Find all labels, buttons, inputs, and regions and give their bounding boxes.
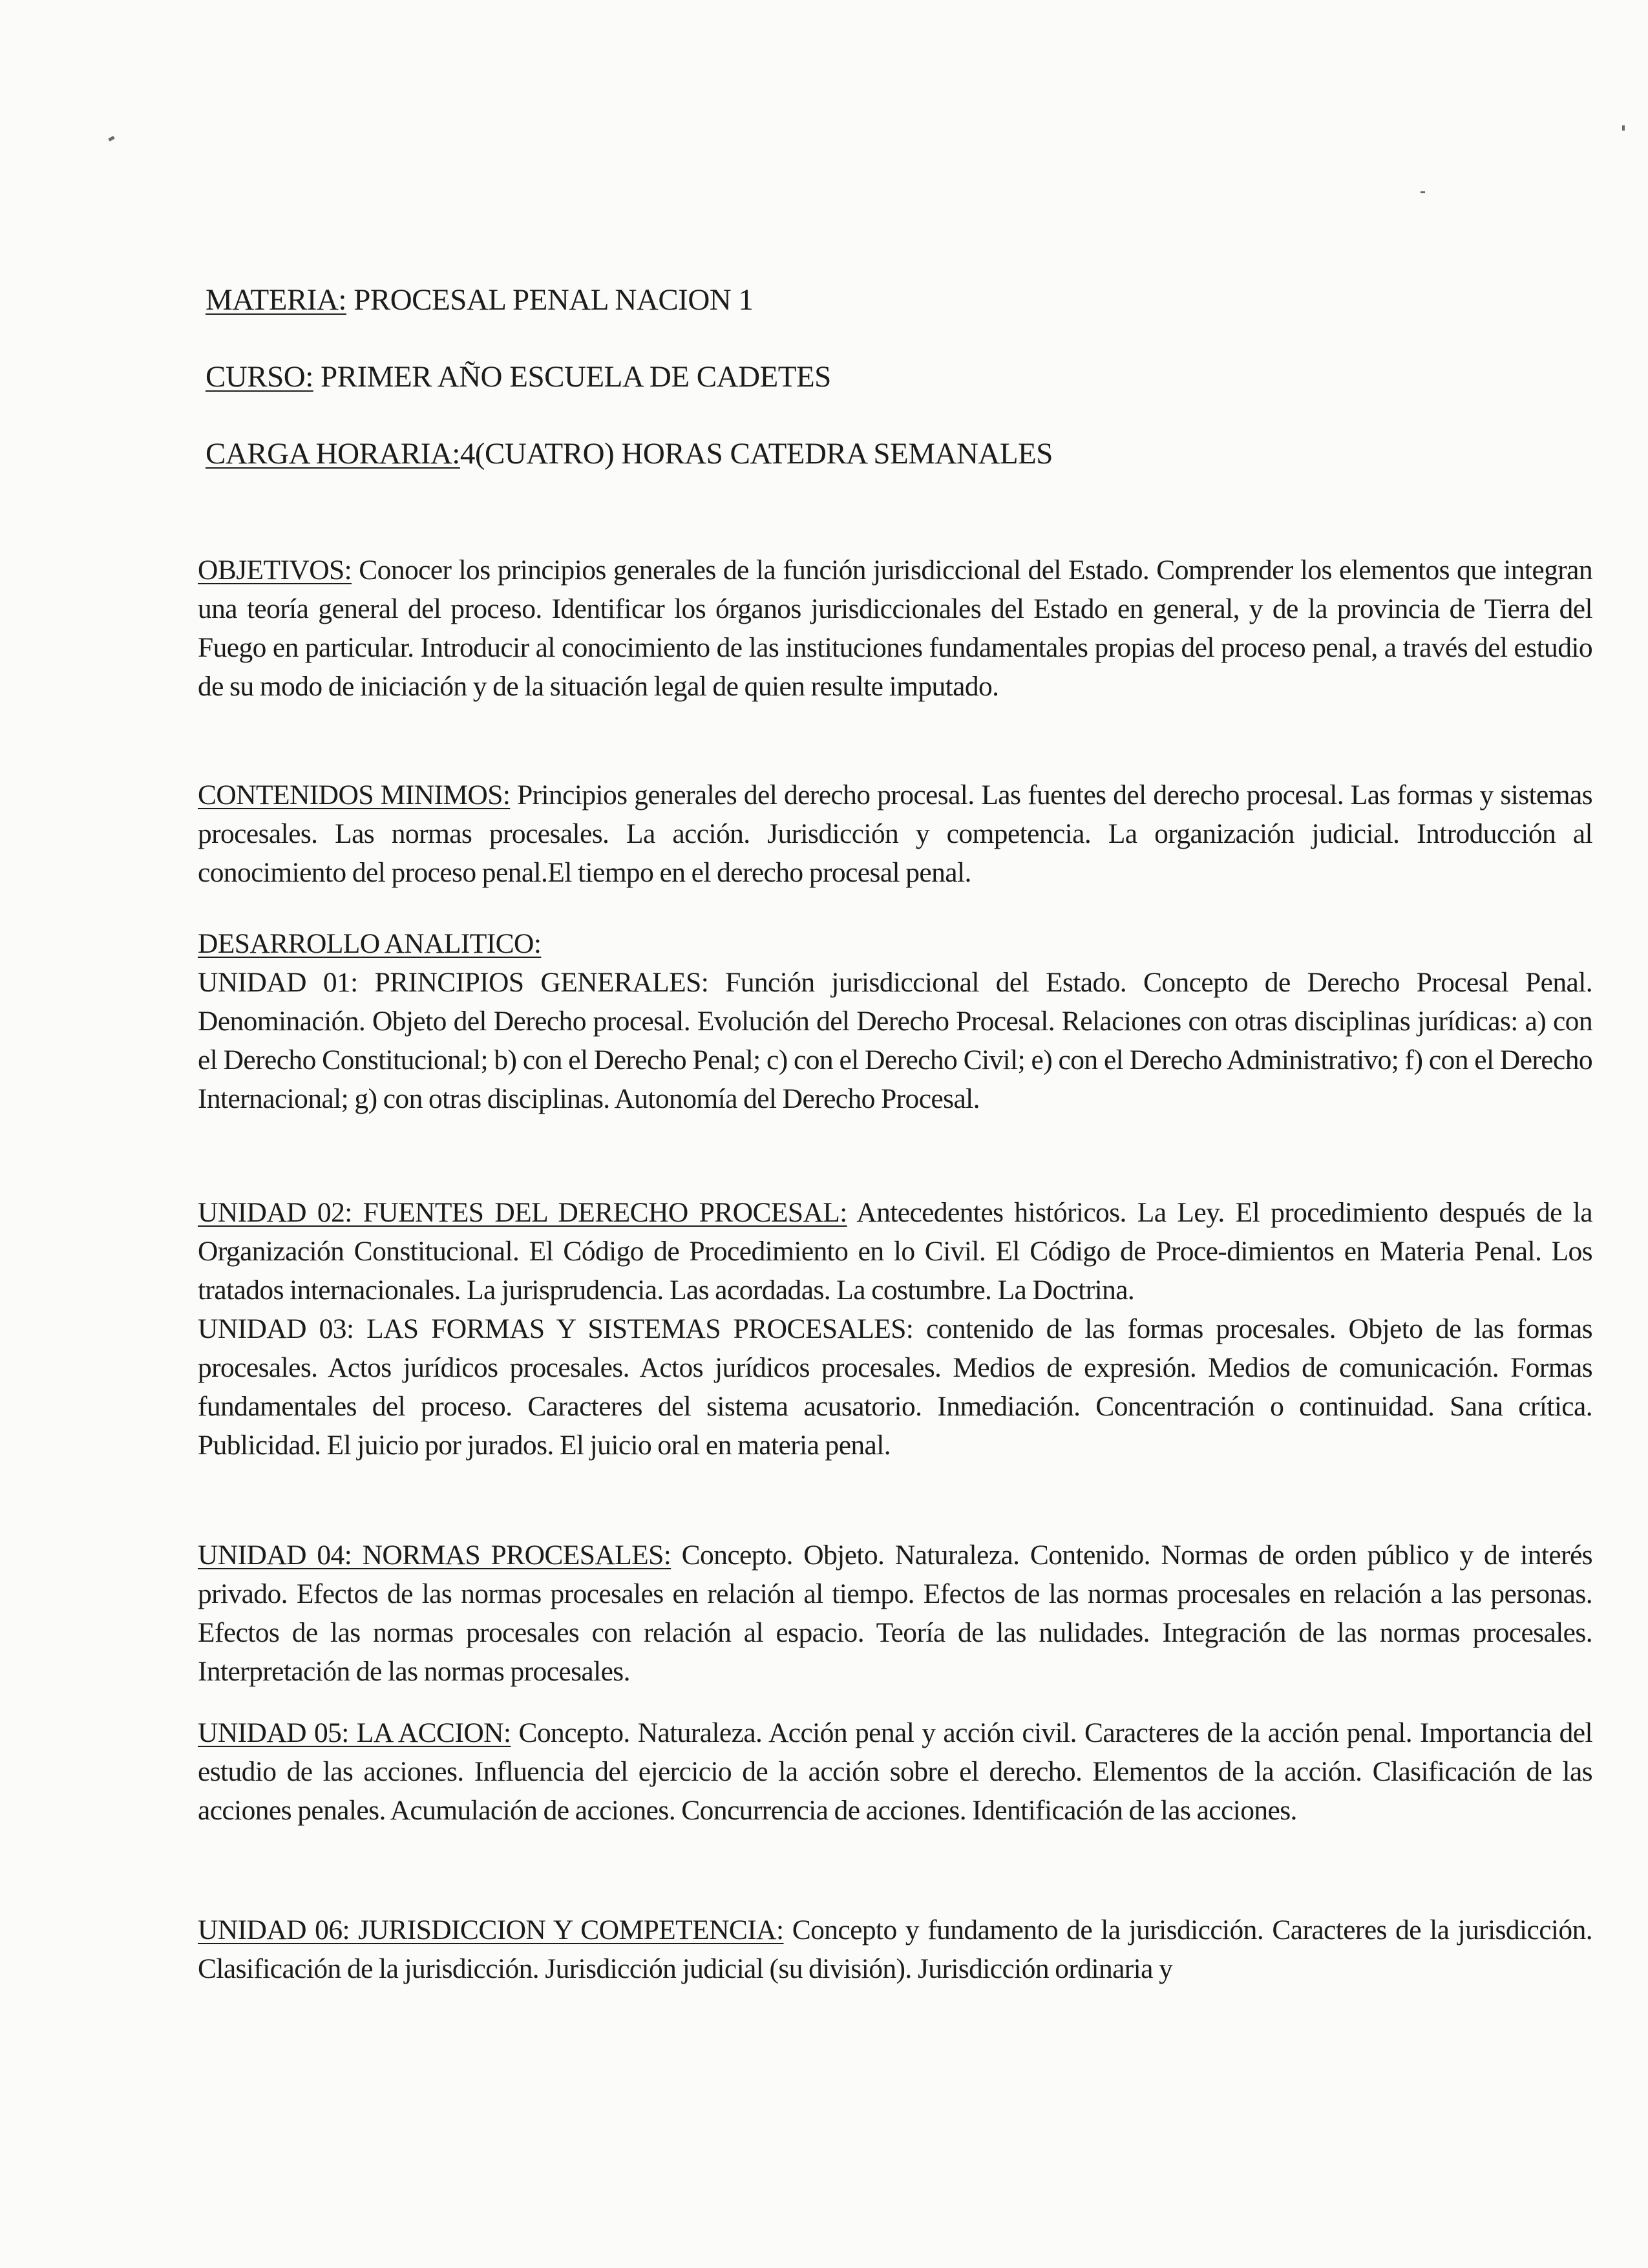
unidad-05-section [198, 1713, 1592, 1830]
contenidos-minimos-text: Principios generales del derecho procesal. Las fuentes del derecho procesal. Las formas y sistemas procesales. Las normas procesales. La acción. Jurisdicción y competencia. La organización judicial. Introducción al conocimiento del proceso penal.El tiempo en el derecho procesal penal. [198, 779, 1592, 888]
unidad-02-03-section [198, 1193, 1592, 1465]
materia-line [206, 281, 753, 319]
desarrollo-analitico-section [198, 924, 1592, 1118]
unidad-03-label: UNIDAD 03: LAS FORMAS Y SISTEMAS PROCESALES: [198, 1313, 914, 1344]
unidad-04-label: UNIDAD 04: NORMAS PROCESALES: [198, 1540, 671, 1571]
objetivos-text: Conocer los principios generales de la función jurisdiccional del Estado. Comprender los elementos que integran una teoría general del proceso. Identificar los órganos jurisdiccionales del Estado en general, y de la provincia de Tierra del Fuego en particular. Introducir al conocimiento de las instituciones fundamentales propias del proceso penal, a través del estudio de su modo de iniciación y de la situación legal de quien resulte imputado. [198, 555, 1592, 702]
unidad-06 [198, 1911, 1592, 1988]
carga-horaria-label: CARGA HORARIA: [206, 437, 460, 471]
unidad-05-label: UNIDAD 05: LA ACCION: [198, 1717, 511, 1748]
carga-horaria-line [206, 434, 1053, 473]
unidad-06-section [198, 1911, 1592, 1988]
unidad-03 [198, 1309, 1592, 1465]
scan-speck [1622, 125, 1625, 131]
unidad-01-text: Función jurisdiccional del Estado. Concepto de Derecho Procesal Penal. Denominación. Objeto del Derecho procesal. Evolución del Derecho Procesal. Relaciones con otras disciplinas jurídicas: a) con el Derecho Constitucional; b) con el Derecho Penal; c) con el Derecho Civil; e) con el Derecho Administrativo; f) con el Derecho Internacional; g) con otras disciplinas. Autonomía del Derecho Procesal. [198, 967, 1592, 1114]
unidad-02-label: UNIDAD 02: FUENTES DEL DERECHO PROCESAL: [198, 1197, 847, 1228]
desarrollo-analitico-label: DESARROLLO ANALITICO: [198, 928, 542, 959]
unidad-01-label: UNIDAD 01: PRINCIPIOS GENERALES: [198, 967, 709, 998]
unidad-06-text: Concepto y fundamento de la jurisdicción. Caracteres de la jurisdicción. Clasificación de la jurisdicción. Jurisdicción judicial (su división). Jurisdicción ordinaria y [198, 1914, 1592, 1984]
unidad-01 [198, 963, 1592, 1118]
objetivos-section [198, 551, 1592, 706]
unidad-06-label: UNIDAD 06: JURISDICCION Y COMPETENCIA: [198, 1914, 784, 1945]
scan-speck [1421, 191, 1425, 193]
curso-label: CURSO: [206, 360, 313, 394]
unidad-04-text: Concepto. Objeto. Naturaleza. Contenido. Normas de orden público y de interés privado. Efectos de las normas procesales en relación al tiempo. Efectos de las normas procesales en relación a las personas. Efectos de las normas procesales con relación al espacio. Teoría de las nulidades. Integración de las normas procesales. Interpretación de las normas procesales. [198, 1540, 1593, 1687]
scan-speck [108, 136, 114, 142]
unidad-04-section [198, 1536, 1592, 1691]
unidad-05-text: Concepto. Naturaleza. Acción penal y acción civil. Caracteres de la acción penal. Importancia del estudio de las acciones. Influencia del ejercicio de la acción sobre el derecho. Elementos de la acción. Clasificación de las acciones penales. Acumulación de acciones. Concurrencia de acciones. Identificación de las acciones. [198, 1717, 1592, 1826]
contenidos-minimos-label: CONTENIDOS MINIMOS: [198, 779, 511, 811]
unidad-03-text: contenido de las formas procesales. Objeto de las formas procesales. Actos jurídicos procesales. Actos jurídicos procesales. Medios de expresión. Medios de comunicación. Formas fundamentales del proceso. Caracteres del sistema acusatorio. Inmediación. Concentración o continuidad. Sana crítica. Publicidad. El juicio por jurados. El juicio oral en materia penal. [198, 1313, 1592, 1461]
curso-line [206, 357, 831, 396]
unidad-05 [198, 1713, 1592, 1830]
objetivos-label: OBJETIVOS: [198, 555, 352, 586]
unidad-02-text: Antecedentes históricos. La Ley. El procedimiento después de la Organización Constitucional. El Código de Procedimiento en lo Civil. El Código de Proce-dimientos en Materia Penal. Los tratados internacionales. La jurisprudencia. Las acordadas. La costumbre. La Doctrina. [198, 1197, 1592, 1306]
materia-label: MATERIA: [206, 283, 346, 317]
materia-value: PROCESAL PENAL NACION 1 [346, 283, 754, 317]
unidad-04 [198, 1536, 1592, 1691]
unidad-02 [198, 1193, 1592, 1309]
curso-value: PRIMER AÑO ESCUELA DE CADETES [313, 360, 831, 394]
carga-horaria-value: 4(CUATRO) HORAS CATEDRA SEMANALES [460, 437, 1053, 471]
contenidos-minimos-section [198, 776, 1592, 892]
